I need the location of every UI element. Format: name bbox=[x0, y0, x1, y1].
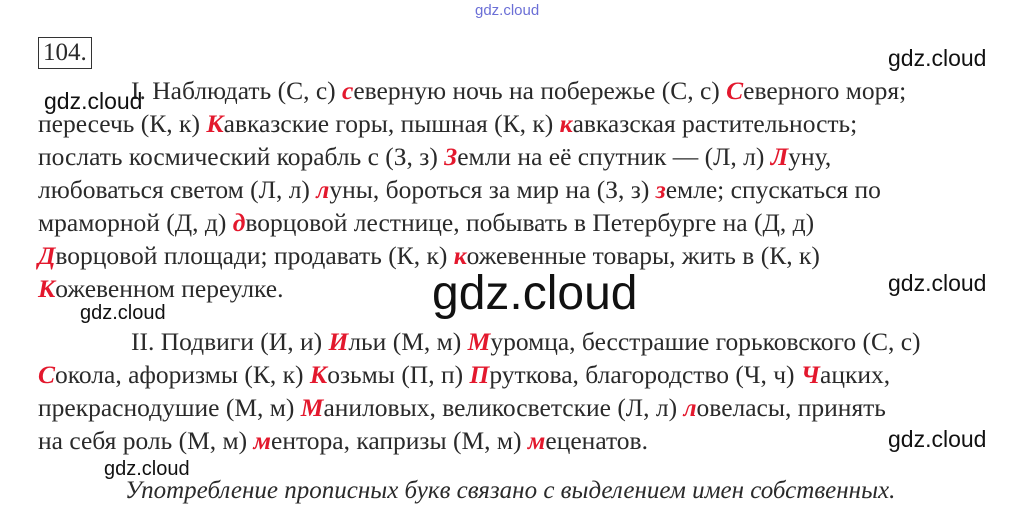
text-line bbox=[38, 424, 1023, 457]
inserted-letter: с bbox=[342, 76, 354, 105]
text-segment: авказские горы, пышная (К, к) bbox=[223, 109, 560, 138]
text-segment: прекраснодушие (М, м) bbox=[38, 393, 301, 422]
inserted-letter: И bbox=[328, 327, 349, 356]
text-segment: овеласы, принять bbox=[696, 393, 886, 422]
inserted-letter: л bbox=[683, 393, 697, 422]
text-segment: еверную ночь на побережье (С, с) bbox=[353, 76, 727, 105]
inserted-letter: д bbox=[232, 208, 246, 237]
text-line bbox=[38, 358, 1023, 391]
text-segment: окола, афоризмы (К, к) bbox=[55, 360, 310, 389]
text-line bbox=[38, 107, 1023, 140]
text-segment: уромца, бесстрашие горьковского (С, с) bbox=[490, 327, 921, 356]
text-line bbox=[38, 140, 1023, 173]
exercise-number: 104. bbox=[38, 37, 92, 69]
inserted-letter: м bbox=[527, 426, 546, 455]
text-segment: руткова, благородство (Ч, ч) bbox=[489, 360, 801, 389]
inserted-letter: з bbox=[655, 175, 666, 204]
text-segment: ожевенные товары, жить в (К, к) bbox=[466, 241, 820, 270]
text-line bbox=[38, 173, 1023, 206]
inserted-letter: Д bbox=[38, 241, 56, 270]
inserted-letter: К bbox=[206, 109, 224, 138]
watermark-center: gdz.cloud bbox=[432, 267, 638, 320]
text-segment: емле; спускаться по bbox=[665, 175, 881, 204]
watermark: gdz.cloud bbox=[888, 45, 987, 71]
text-segment: любоваться светом (Л, л) bbox=[38, 175, 317, 204]
text-segment: пересечь (К, к) bbox=[38, 109, 207, 138]
inserted-letter: к bbox=[559, 109, 573, 138]
inserted-letter: м bbox=[253, 426, 272, 455]
text-segment: уны, бороться за мир на (З, з) bbox=[329, 175, 656, 204]
inserted-letter: С bbox=[726, 76, 744, 105]
text-segment: ворцовой лестнице, побывать в Петербурге на (Д, д) bbox=[245, 208, 815, 237]
text-segment: уну, bbox=[788, 142, 832, 171]
part-two-text bbox=[38, 325, 1023, 457]
text-segment: мраморной (Д, д) bbox=[38, 208, 233, 237]
text-line bbox=[38, 74, 1023, 107]
inserted-letter: С bbox=[38, 360, 56, 389]
watermark: gdz.cloud bbox=[80, 302, 166, 324]
inserted-letter: М bbox=[467, 327, 491, 356]
text-segment: аниловых, великосветские (Л, л) bbox=[323, 393, 684, 422]
inserted-letter: К bbox=[309, 360, 328, 389]
inserted-letter: к bbox=[453, 241, 467, 270]
text-line bbox=[38, 325, 1023, 358]
text-segment: послать космический корабль с (З, з) bbox=[38, 142, 445, 171]
text-segment: ентора, капризы (М, м) bbox=[271, 426, 528, 455]
watermark: gdz.cloud bbox=[104, 458, 190, 480]
text-segment: льи (М, м) bbox=[348, 327, 468, 356]
watermark: gdz.cloud bbox=[888, 270, 987, 296]
text-segment: ворцовой площади; продавать (К, к) bbox=[55, 241, 454, 270]
inserted-letter: К bbox=[38, 274, 56, 303]
watermark: gdz.cloud bbox=[888, 426, 987, 452]
text-segment: емли на её спутник — (Л, л) bbox=[457, 142, 771, 171]
inserted-letter: З bbox=[444, 142, 458, 171]
text-segment: ожевенном переулке. bbox=[55, 274, 284, 303]
watermark-top: gdz.cloud bbox=[475, 2, 540, 19]
text-segment: на себя роль (М, м) bbox=[38, 426, 254, 455]
inserted-letter: М bbox=[300, 393, 324, 422]
inserted-letter: Ч bbox=[800, 360, 820, 389]
text-segment: еценатов. bbox=[545, 426, 648, 455]
watermark: gdz.cloud bbox=[44, 88, 143, 114]
text-segment: II. Подвиги (И, и) bbox=[131, 327, 329, 356]
text-segment: авказская растительность; bbox=[572, 109, 858, 138]
conclusion-text: Употребление прописных букв связано с выделением имен собственных. bbox=[125, 477, 896, 504]
text-segment: озьмы (П, п) bbox=[327, 360, 470, 389]
inserted-letter: П bbox=[469, 360, 490, 389]
text-segment: еверного моря; bbox=[743, 76, 907, 105]
text-line bbox=[38, 206, 1023, 239]
text-segment: I. Наблюдать (С, с) bbox=[131, 76, 343, 105]
text-line bbox=[38, 391, 1023, 424]
inserted-letter: л bbox=[316, 175, 330, 204]
text-segment: ацких, bbox=[820, 360, 891, 389]
inserted-letter: Л bbox=[770, 142, 789, 171]
